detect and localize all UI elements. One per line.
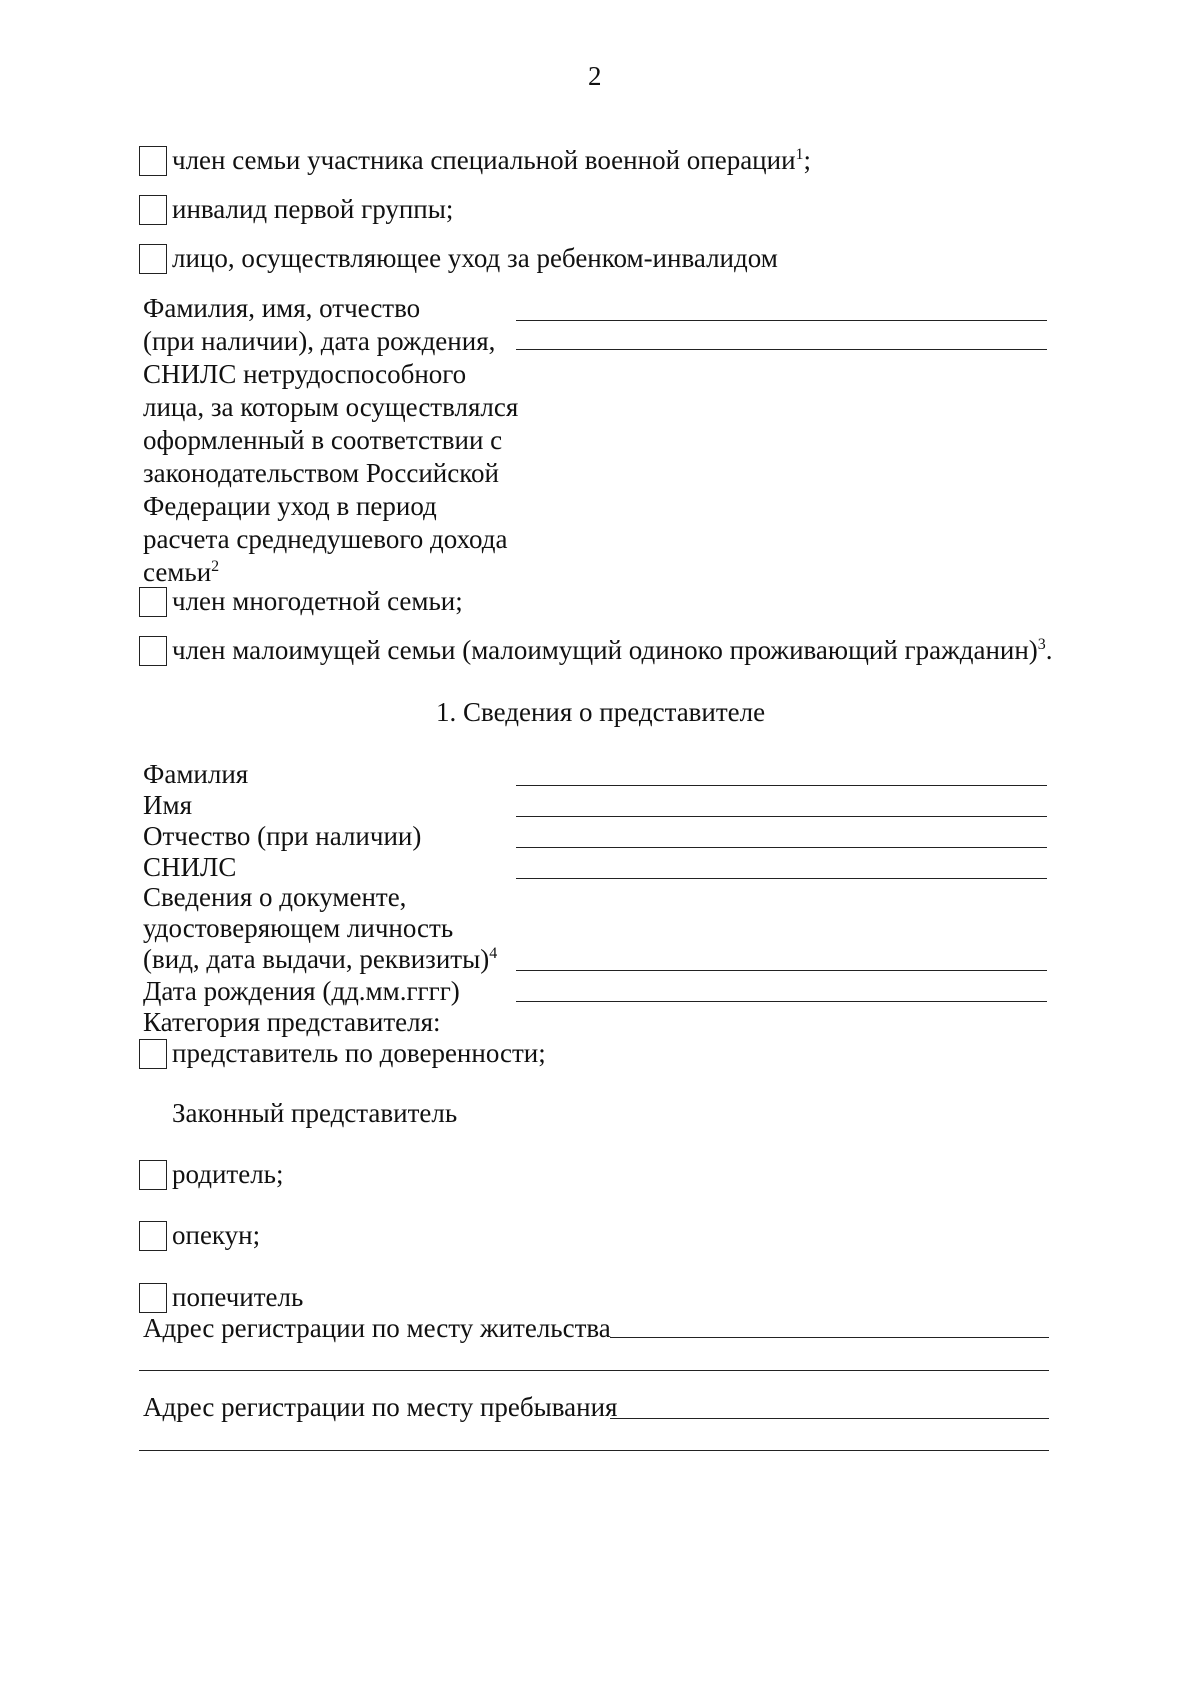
section-title: 1. Сведения о представителе	[436, 697, 766, 727]
field-patronymic[interactable]	[516, 847, 1047, 848]
label-low-income-family: член малоимущей семьи (малоимущий одиноко проживающий гражданин)$^3$.	[172, 635, 1053, 665]
checkbox-trustee[interactable]	[139, 1283, 167, 1313]
legal-rep-heading: Законный представитель	[172, 1098, 458, 1128]
page-number: 2	[588, 61, 602, 91]
checkbox-large-family[interactable]	[139, 587, 167, 617]
checkbox-disabled-group-1[interactable]	[139, 195, 167, 225]
field-identity-document[interactable]	[516, 970, 1047, 971]
field-name[interactable]	[516, 816, 1047, 817]
label-birth-date: Дата рождения (дд.мм.гггг)	[143, 976, 460, 1006]
checkbox-proxy-representative[interactable]	[139, 1039, 167, 1069]
label-guardian: опекун;	[172, 1220, 261, 1250]
label-large-family: член многодетной семьи;	[172, 586, 463, 616]
care-person-label: Фамилия, имя, отчество (при наличии), дата рождения, СНИЛС нетрудоспособного лица, за которым осуществлялся оформленный в соответствии с законодательством Российской Федерации уход в период расчета среднедушевого дохода семьи$^2$	[143, 293, 519, 587]
field-residence-address-1[interactable]	[610, 1337, 1049, 1338]
field-stay-address-2[interactable]	[139, 1450, 1049, 1451]
label-stay-address: Адрес регистрации по месту пребывания	[143, 1392, 618, 1422]
label-disabled-group-1: инвалид первой группы;	[172, 194, 454, 224]
field-snils[interactable]	[516, 878, 1047, 879]
label-patronymic: Отчество (при наличии)	[143, 821, 422, 851]
field-surname[interactable]	[516, 785, 1047, 786]
label-parent: родитель;	[172, 1159, 284, 1189]
label-surname: Фамилия	[143, 759, 249, 789]
label-rep-category: Категория представителя:	[143, 1007, 441, 1037]
care-person-field-line-2[interactable]	[516, 349, 1047, 350]
checkbox-parent[interactable]	[139, 1160, 167, 1190]
checkbox-svo-family-member[interactable]	[139, 146, 167, 176]
label-residence-address: Адрес регистрации по месту жительства	[143, 1313, 611, 1343]
field-birth-date[interactable]	[516, 1001, 1047, 1002]
checkbox-disabled-child-carer[interactable]	[139, 244, 167, 274]
field-residence-address-2[interactable]	[139, 1370, 1049, 1371]
label-svo-family-member: член семьи участника специальной военной операции$^1$;	[172, 145, 812, 175]
label-proxy-representative: представитель по доверенности;	[172, 1038, 546, 1068]
label-trustee: попечитель	[172, 1282, 304, 1312]
field-stay-address-1[interactable]	[610, 1418, 1049, 1419]
checkbox-low-income-family[interactable]	[139, 636, 167, 666]
label-identity-document: Сведения о документе, удостоверяющем личность (вид, дата выдачи, реквизиты)$^4$	[143, 882, 498, 974]
label-disabled-child-carer: лицо, осуществляющее уход за ребенком-инвалидом	[172, 243, 778, 273]
label-snils: СНИЛС	[143, 852, 237, 882]
checkbox-guardian[interactable]	[139, 1221, 167, 1251]
care-person-field-line-1[interactable]	[516, 320, 1047, 321]
label-name: Имя	[143, 790, 193, 820]
